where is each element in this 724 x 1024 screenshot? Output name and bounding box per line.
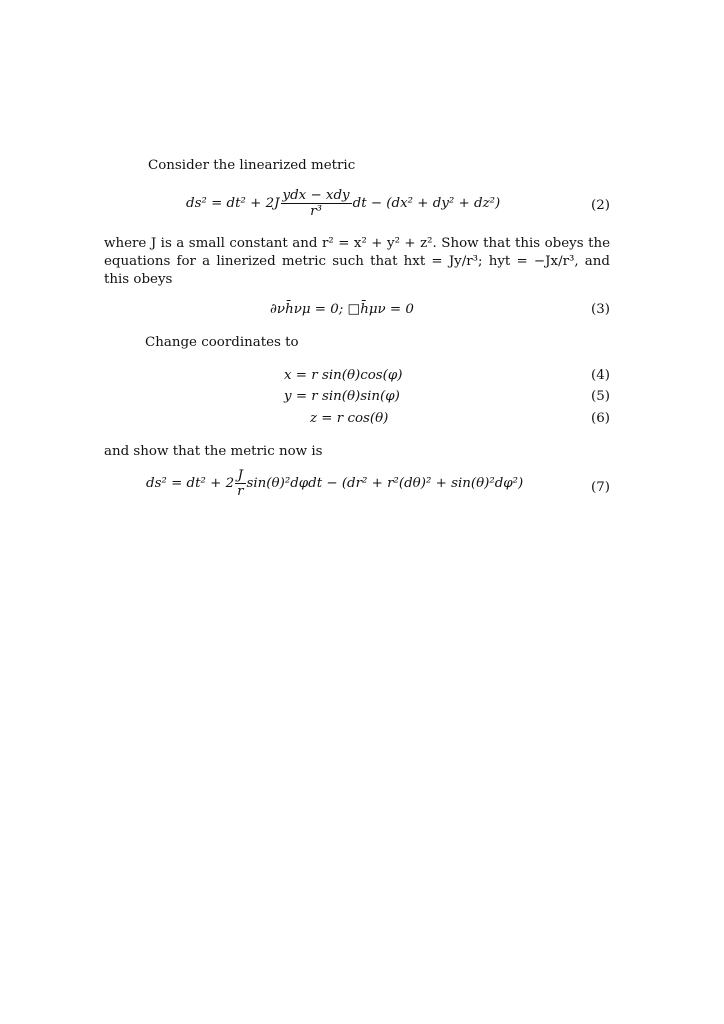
eq7-fraction: $\frac{J}{r}$ [237,468,244,499]
intro-text: Consider the linearized metric [148,158,356,173]
eq2-right: dt − (dx² + dy² + dz²) [352,196,501,211]
eq3-number: (3) [591,302,610,317]
eq5-text: y = r sin(θ)sin(φ) [284,389,400,404]
eq4-number: (4) [591,368,610,383]
show-text: and show that the metric now is [104,444,323,459]
eq6-text: z = r cos(θ) [310,411,389,426]
eq3-text: ∂νh̄νμ = 0; □h̄μν = 0 [270,302,414,317]
eq2-left: ds² = dt² + 2J [186,196,280,211]
eq4-text: x = r sin(θ)cos(φ) [284,368,403,383]
eq2-fraction: $\frac{\text{ydx − xdy}}{\text{r³}}$ [282,188,350,219]
where-paragraph: where J is a small constant and r² = x² + y² + z². Show that this obeys the equations for a linerized metric such that hxt = Jy/r³; hyt = −Jx/r³, and this obeys [104,236,610,287]
eq7-left: ds² = dt² + 2 [146,476,235,491]
eq5-number: (5) [591,389,610,404]
change-coordinates-text: Change coordinates to [145,335,299,350]
eq7-number: (7) [591,480,610,495]
eq6-number: (6) [591,411,610,426]
eq7-right: sin(θ)²dφdt − (dr² + r²(dθ)² + sin(θ)²dφ²) [246,476,524,491]
eq2-number: (2) [591,198,610,213]
